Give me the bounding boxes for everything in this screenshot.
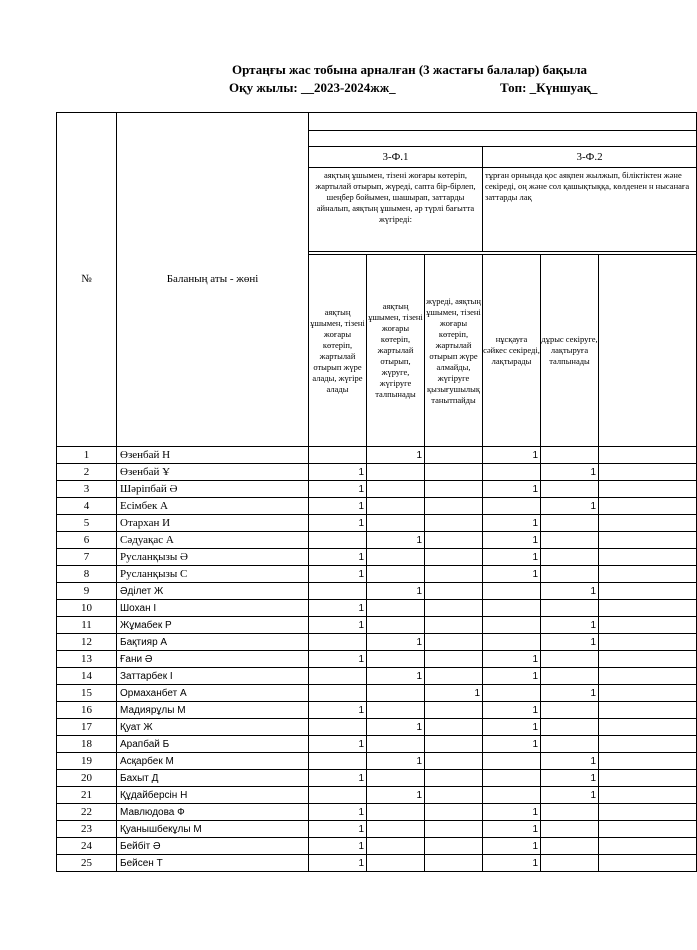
section-description-2: тұрған орнында қос аяқпен жылжып, біліктіктен және секіреді, оң және сол қашықтыққа, көлденен н нысанаға заттарды лақ [483,168,697,252]
score-cell [425,838,483,855]
header-blank-row-2 [309,131,697,147]
score-cell: 1 [309,600,367,617]
page-title: Ортаңғы жас тобына арналған (3 жастағы балалар) бақыла [232,62,588,77]
score-cell: 1 [483,719,541,736]
score-cell-empty [599,464,697,481]
score-cell-empty [599,804,697,821]
row-number: 14 [57,668,117,685]
child-name: Әділет Ж [117,583,309,600]
row-number: 19 [57,753,117,770]
child-name: Өзенбай Н [117,447,309,464]
score-cell: 1 [483,447,541,464]
score-cell [425,753,483,770]
table-row [57,532,697,549]
score-cell [425,532,483,549]
child-name: Ормаханбет А [117,685,309,702]
score-cell: 1 [541,583,599,600]
table-row [57,770,697,787]
table-row [57,668,697,685]
score-cell-empty [599,481,697,498]
assessment-table [56,112,697,872]
score-cell: 1 [483,532,541,549]
score-cell-empty [599,685,697,702]
group-name: Топ: _Күншуақ_ [500,80,598,95]
score-cell: 1 [309,770,367,787]
child-name: Мадиярұлы М [117,702,309,719]
table-row [57,719,697,736]
score-cell [425,634,483,651]
row-number: 3 [57,481,117,498]
score-cell: 1 [541,617,599,634]
score-cell-empty [599,515,697,532]
score-cell: 1 [541,685,599,702]
score-cell [367,838,425,855]
score-cell: 1 [309,804,367,821]
score-cell: 1 [309,855,367,872]
score-cell [483,600,541,617]
score-cell [309,719,367,736]
row-number: 2 [57,464,117,481]
row-number: 18 [57,736,117,753]
row-number: 16 [57,702,117,719]
score-cell: 1 [309,464,367,481]
score-cell [425,855,483,872]
child-name: Өзенбай Ұ [117,464,309,481]
score-cell [483,753,541,770]
score-cell [309,685,367,702]
table-row [57,634,697,651]
score-cell [541,447,599,464]
score-cell [541,566,599,583]
row-number: 1 [57,447,117,464]
score-cell: 1 [367,583,425,600]
score-cell [483,583,541,600]
score-cell [425,498,483,515]
score-cell [367,702,425,719]
score-cell: 1 [367,532,425,549]
score-cell: 1 [367,668,425,685]
score-cell: 1 [541,770,599,787]
score-cell [309,753,367,770]
score-cell-empty [599,753,697,770]
score-cell [367,498,425,515]
child-name: Құдайберсін Н [117,787,309,804]
row-number: 22 [57,804,117,821]
score-cell [541,804,599,821]
score-cell [541,549,599,566]
score-cell [367,804,425,821]
score-cell: 1 [483,838,541,855]
score-cell [367,685,425,702]
table-row [57,583,697,600]
table-row [57,617,697,634]
row-number: 7 [57,549,117,566]
row-number: 10 [57,600,117,617]
score-cell-empty [599,617,697,634]
score-cell [425,464,483,481]
row-number: 25 [57,855,117,872]
row-number: 23 [57,821,117,838]
score-cell [425,617,483,634]
score-cell: 1 [309,838,367,855]
child-name: Мавлюдова Ф [117,804,309,821]
score-cell: 1 [367,787,425,804]
score-cell-empty [599,855,697,872]
column-header-number: № [57,113,117,447]
child-name: Заттарбек І [117,668,309,685]
child-name: Сәдуақас А [117,532,309,549]
score-cell [541,668,599,685]
score-cell-empty [599,549,697,566]
score-cell: 1 [483,668,541,685]
score-cell-empty [599,770,697,787]
score-cell-empty [599,838,697,855]
child-name: Бейбіт Ә [117,838,309,855]
score-cell: 1 [309,481,367,498]
row-number: 6 [57,532,117,549]
score-cell [309,447,367,464]
row-number: 13 [57,651,117,668]
score-cell: 1 [367,719,425,736]
header-blank-row [309,113,697,131]
score-cell: 1 [483,702,541,719]
score-cell: 1 [483,549,541,566]
table-row [57,651,697,668]
score-cell-empty [599,447,697,464]
score-cell [367,821,425,838]
column-header-name: Баланың аты - жөні [117,113,309,447]
table-row [57,685,697,702]
score-cell-empty [599,583,697,600]
row-number: 24 [57,838,117,855]
score-cell [425,702,483,719]
score-cell: 1 [425,685,483,702]
child-name: Русланқызы Ә [117,549,309,566]
score-cell: 1 [309,498,367,515]
table-row [57,481,697,498]
table-row [57,498,697,515]
score-cell [309,668,367,685]
score-cell-empty [599,651,697,668]
child-name: Ғани Ә [117,651,309,668]
score-cell [425,821,483,838]
score-cell [483,787,541,804]
score-cell-empty [599,634,697,651]
score-cell: 1 [541,787,599,804]
table-row [57,736,697,753]
score-cell [425,719,483,736]
table-row [57,753,697,770]
score-cell: 1 [541,464,599,481]
score-cell [541,702,599,719]
criterion-2-2: дұрыс секіруге, лақтыруға талпынады [541,255,599,447]
child-name: Қуанышбекұлы М [117,821,309,838]
score-cell [309,532,367,549]
score-cell [309,634,367,651]
score-cell: 1 [483,481,541,498]
academic-year: Оқу жылы: __2023-2024жж_ [229,80,396,95]
score-cell: 1 [309,651,367,668]
score-cell-empty [599,668,697,685]
child-name: Шохан І [117,600,309,617]
row-number: 8 [57,566,117,583]
score-cell-empty [599,566,697,583]
row-number: 17 [57,719,117,736]
score-cell [541,736,599,753]
score-cell [425,770,483,787]
score-cell-empty [599,600,697,617]
score-cell [367,651,425,668]
score-cell: 1 [367,447,425,464]
child-name: Русланқызы С [117,566,309,583]
criterion-1-1: аяқтың ұшымен, тізені жоғары көтеріп, жартылай отырып жүре алады, жүгіре алады [309,255,367,447]
score-cell: 1 [483,804,541,821]
score-cell [541,600,599,617]
row-number: 11 [57,617,117,634]
score-cell [541,481,599,498]
score-cell [309,787,367,804]
score-cell [425,549,483,566]
score-cell [367,464,425,481]
score-cell: 1 [367,753,425,770]
child-name: Бейсен Т [117,855,309,872]
table-row [57,464,697,481]
score-cell: 1 [541,498,599,515]
score-cell [309,583,367,600]
criterion-1-3: жүреді, аяқтың ұшымен, тізені жоғары көтеріп, жартылай отырып жүре алмайды, жүгіруге қызығушылық танытпайды [425,255,483,447]
criterion-1-2: аяқтың ұшымен, тізені жоғары көтеріп, жартылай отырып, жүруге, жүгіруге талпынады [367,255,425,447]
table-row [57,855,697,872]
child-name: Арапбай Б [117,736,309,753]
score-cell [425,481,483,498]
score-cell [425,668,483,685]
assessment-table-viewport [56,112,690,874]
score-cell: 1 [309,736,367,753]
score-cell: 1 [309,515,367,532]
score-cell [367,549,425,566]
score-cell: 1 [541,753,599,770]
score-cell [367,481,425,498]
score-cell [541,719,599,736]
score-cell [367,566,425,583]
score-cell: 1 [309,566,367,583]
table-row [57,702,697,719]
child-name: Отархан И [117,515,309,532]
score-cell [425,804,483,821]
score-cell [541,651,599,668]
row-number: 20 [57,770,117,787]
child-name: Бахыт Д [117,770,309,787]
score-cell [541,855,599,872]
score-cell [541,838,599,855]
table-row [57,515,697,532]
score-cell [425,566,483,583]
score-cell: 1 [367,634,425,651]
score-cell [541,515,599,532]
table-row [57,600,697,617]
score-cell [483,498,541,515]
table-row [57,821,697,838]
score-cell [425,787,483,804]
child-name: Шәріпбай Ә [117,481,309,498]
child-name: Асқарбек М [117,753,309,770]
score-cell [483,770,541,787]
section-code-1: 3-Ф.1 [309,147,483,168]
score-cell: 1 [483,855,541,872]
score-cell [425,447,483,464]
score-cell: 1 [483,821,541,838]
score-cell [483,634,541,651]
row-number: 15 [57,685,117,702]
score-cell: 1 [309,821,367,838]
row-number: 5 [57,515,117,532]
score-cell [541,532,599,549]
score-cell: 1 [483,651,541,668]
table-row [57,804,697,821]
row-number: 4 [57,498,117,515]
score-cell: 1 [309,702,367,719]
section-description-1: аяқтың ұшымен, тізені жоғары көтеріп, жартылай отырып, жүреді, сапта бір-бірлеп, шеңбер бойымен, шашырап, заттарды айналып, аяқтың ұшымен, әр түрлі бағытта жүгіреді: [309,168,483,252]
section-code-2: 3-Ф.2 [483,147,697,168]
score-cell: 1 [309,549,367,566]
table-row [57,447,697,464]
score-cell-empty [599,736,697,753]
score-cell [367,736,425,753]
score-cell [425,651,483,668]
score-cell [483,464,541,481]
score-cell [367,770,425,787]
score-cell-empty [599,787,697,804]
score-cell: 1 [483,515,541,532]
score-cell-empty [599,532,697,549]
score-cell [425,583,483,600]
child-name: Жұмабек Р [117,617,309,634]
score-cell: 1 [541,634,599,651]
row-number: 21 [57,787,117,804]
score-cell: 1 [483,566,541,583]
child-name: Есімбек А [117,498,309,515]
score-cell-empty [599,702,697,719]
score-cell [425,515,483,532]
table-row [57,549,697,566]
row-number: 12 [57,634,117,651]
row-number: 9 [57,583,117,600]
score-cell [367,600,425,617]
score-cell-empty [599,719,697,736]
score-cell [367,855,425,872]
criterion-2-3 [599,255,697,447]
score-cell [541,821,599,838]
score-cell [425,600,483,617]
child-name: Қуат Ж [117,719,309,736]
table-row [57,838,697,855]
score-cell [483,617,541,634]
criterion-2-1: нұсқауға сәйкес секіреді, лақтырады [483,255,541,447]
score-cell: 1 [309,617,367,634]
score-cell: 1 [483,736,541,753]
score-cell-empty [599,498,697,515]
table-row [57,566,697,583]
score-cell [425,736,483,753]
table-row [57,787,697,804]
score-cell [367,617,425,634]
score-cell [367,515,425,532]
score-cell [483,685,541,702]
score-cell-empty [599,821,697,838]
child-name: Бақтияр А [117,634,309,651]
